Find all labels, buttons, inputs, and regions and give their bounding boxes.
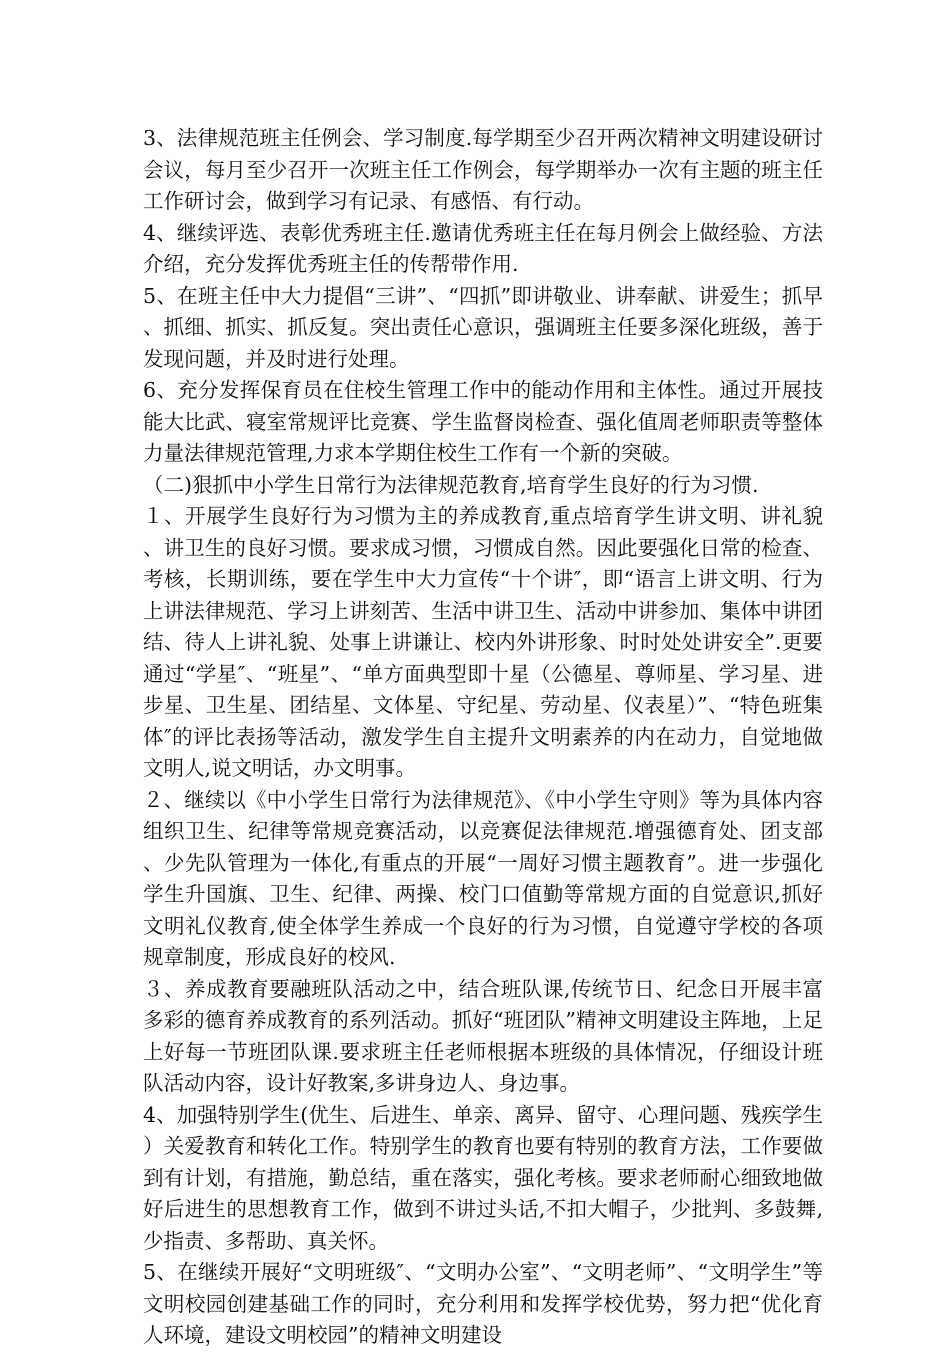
paragraph-5-three-speaks-four-grasps: 5、在班主任中大力提倡“三讲”、“四抓”即讲敬业、讲奉献、讲爱生；抓早、抓细、抓实、抓反复。突出责任心意识，强调班主任要多深化班级，善于发现问题，并及时进行处理。 — [143, 283, 823, 371]
section-heading-2: （二)狠抓中小学生日常行为法律规范教育,培育学生良好的行为习惯. — [143, 472, 759, 497]
paragraph-2-conduct-competitions: ２、继续以《中小学生日常行为法律规范》、《中小学生守则》等为具体内容组织卫生、纪律等常规竞赛活动，以竞赛促法律规范.增强德育处、团支部、少先队管理为一体化,有重点的开展“一周好习惯主题教育”。进一步强化学生升国旗、卫生、纪律、两操、校门口值勤等常规方面的自觉意识,抓好文明礼仪教育,使全体学生养成一个良好的行为习惯，自觉遵守学校的各项规章制度，形成良好的校风. — [143, 787, 823, 969]
document-page — [143, 123, 823, 1352]
paragraph-6-boarding-management: 6、充分发挥保育员在住校生管理工作中的能动作用和主体性。通过开展技能大比武、寝室常规评比竞赛、学生监督岗检查、强化值周老师职责等整体力量法律规范管理,力求本学期住校生工作有一个新的突破。 — [143, 378, 823, 465]
paragraph-4-special-students: 4、加强特别学生(优生、后进生、单亲、离异、留守、心理问题、残疾学生）关爱教育和转化工作。特别学生的教育也要有特别的教育方法，工作要做到有计划，有措施，勤总结，重在落实，强化考核。要求老师耐心细致地做好后进生的思想教育工作，做到不讲过头话,不扣大帽子，少批判、多鼓舞,少指责、多帮助、真关怀。 — [143, 1102, 823, 1253]
paragraph-4-outstanding-teachers: 4、继续评选、表彰优秀班主任.邀请优秀班主任在每月例会上做经验、方法介绍，充分发挥优秀班主任的传帮带作用. — [143, 220, 823, 276]
paragraph-3-class-activities: ３、养成教育要融班队活动之中，结合班队课,传统节日、纪念日开展丰富多彩的德育养成教育的系列活动。抓好“班团队”精神文明建设主阵地，上足上好每一节班团队课.要求班主任老师根据本班级的具体情况，仔细设计班队活动内容，设计好教案,多讲身边人、身边事。 — [143, 976, 823, 1095]
paragraph-1-habit-education: １、开展学生良好行为习惯为主的养成教育,重点培育学生讲文明、讲礼貌、讲卫生的良好习惯。要求成习惯，习惯成自然。因此要强化日常的检查、考核，长期训练，要在学生中大力宣传“十个讲″，即“语言上讲文明、行为上讲法律规范、学习上讲刻苦、生活中讲卫生、活动中讲参加、集体中讲团结、待人上讲礼貌、处事上讲谦让、校内外讲形象、时时处处讲安全”.更要通过“学星″、“班星”、“单方面典型即十星（公德星、尊师星、学习星、进步星、卫生星、团结星、文体星、守纪星、劳动星、仪表星）”、“特色班集体″的评比表扬等活动，激发学生自主提升文明素养的内在动力，自觉地做文明人,说文明话，办文明事。 — [143, 504, 823, 780]
paragraph-3-class-teacher-meetings: 3、法律规范班主任例会、学习制度.每学期至少召开两次精神文明建设研讨会议，每月至少召开一次班主任工作例会，每学期举办一次有主题的班主任工作研讨会，做到学习有记录、有感悟、有行动。 — [143, 126, 823, 213]
paragraph-5-civilized-campus: 5、在继续开展好“文明班级″、“文明办公室”、“文明老师”、“文明学生”等文明校园创建基础工作的同时，充分利用和发挥学校优势，努力把“优化育人环境，建设文明校园”的精神文明建设 — [143, 1260, 823, 1347]
